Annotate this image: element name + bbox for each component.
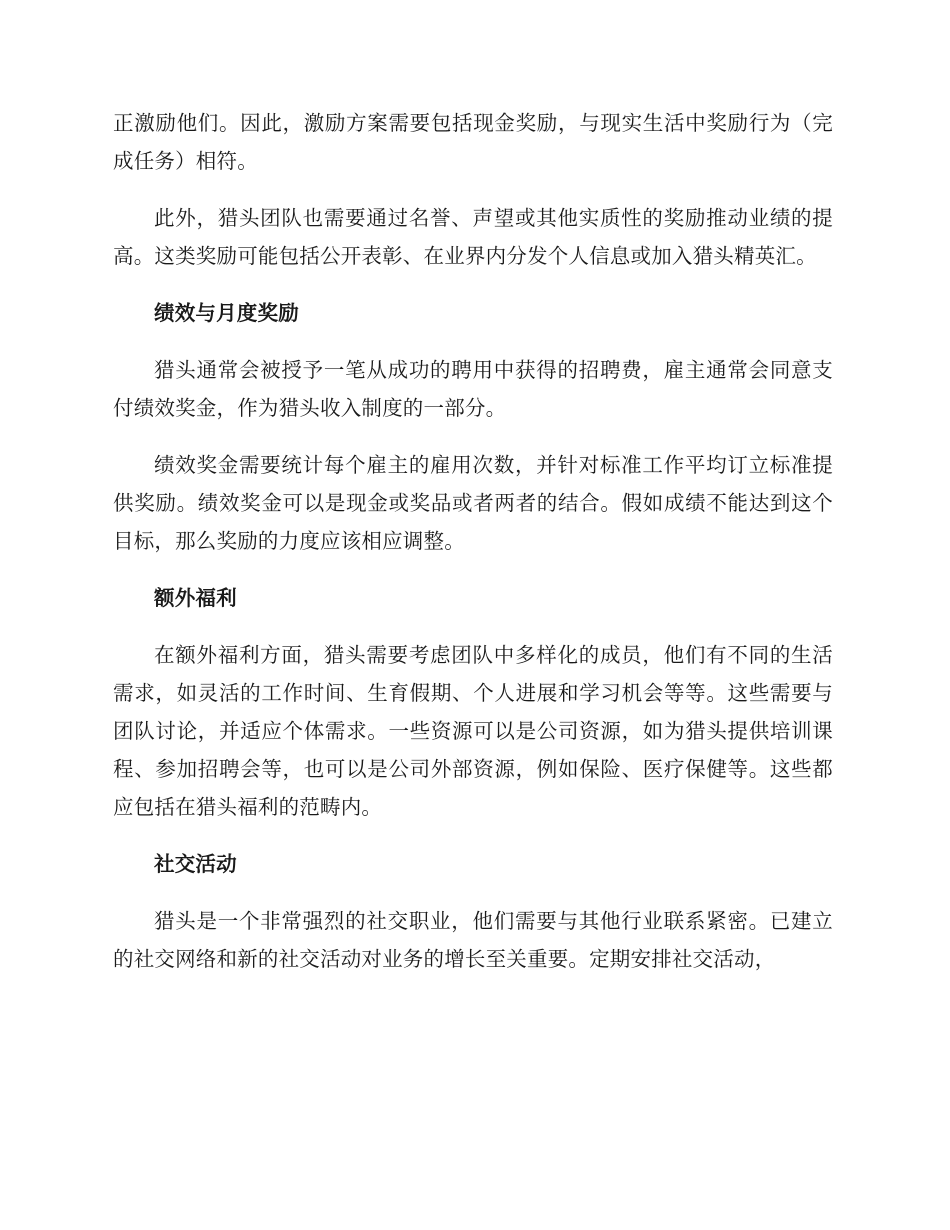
paragraph-social-activities: 猎头是一个非常强烈的社交职业，他们需要与其他行业联系紧密。已建立的社交网络和新的社交活动对业务的增长至关重要。定期安排社交活动， — [113, 909, 833, 971]
paragraph-extra-benefits: 在额外福利方面，猎头需要考虑团队中多样化的成员，他们有不同的生活需求，如灵活的工作时间、生育假期、个人进展和学习机会等等。这些需要与团队讨论，并适应个体需求。一些资源可以是公司资源，如为猎头提供培训课程、参加招聘会等，也可以是公司外部资源，例如保险、医疗保健等。这些都应包括在猎头福利的范畴内。 — [113, 643, 833, 819]
heading-extra-benefits: 额外福利 — [154, 586, 237, 610]
paragraph-recruitment-fee: 猎头通常会被授予一笔从成功的聘用中获得的招聘费，雇主通常会同意支付绩效奖金，作为猎头收入制度的一部分。 — [113, 358, 833, 420]
heading-performance-monthly-rewards: 绩效与月度奖励 — [154, 301, 299, 325]
document-body — [113, 104, 833, 978]
paragraph-cash-incentives: 正激励他们。因此，激励方案需要包括现金奖励，与现实生活中奖励行为（完成任务）相符。 — [113, 111, 833, 173]
heading-social-activities: 社交活动 — [154, 852, 237, 876]
paragraph-performance-bonus: 绩效奖金需要统计每个雇主的雇用次数，并针对标准工作平均订立标准提供奖励。绩效奖金可以是现金或奖品或者两者的结合。假如成绩不能达到这个目标，那么奖励的力度应该相应调整。 — [113, 453, 833, 553]
paragraph-honor-rewards: 此外，猎头团队也需要通过名誉、声望或其他实质性的奖励推动业绩的提高。这类奖励可能包括公开表彰、在业界内分发个人信息或加入猎头精英汇。 — [113, 206, 833, 268]
